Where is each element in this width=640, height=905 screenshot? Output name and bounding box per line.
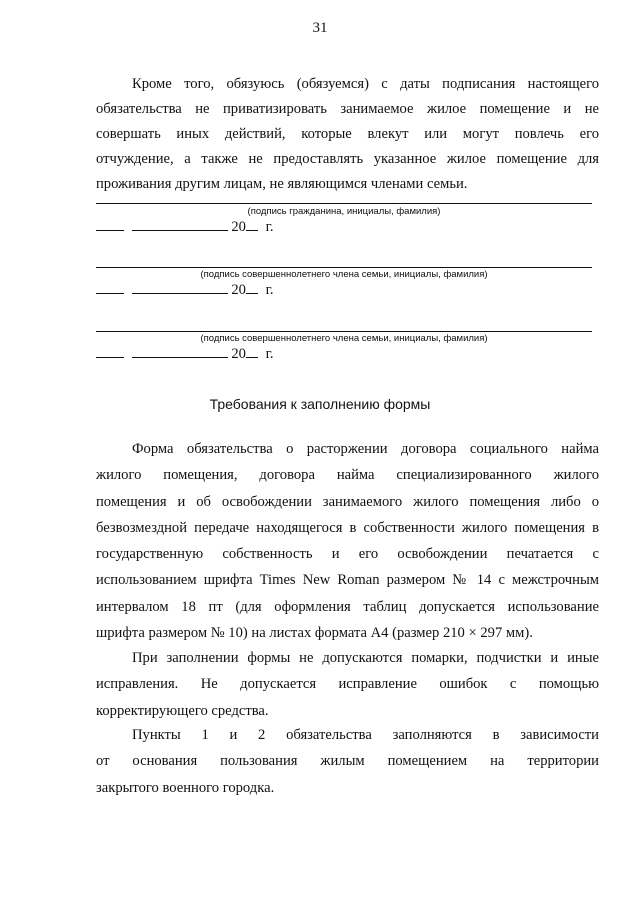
intro-paragraph (96, 72, 599, 197)
year-prefix: 20 (231, 346, 246, 362)
year-blank (246, 281, 258, 294)
paragraph-line: корректирующего средства. (96, 702, 269, 719)
date-row (96, 280, 274, 300)
intro-line: проживания другим лицам, не являющимся членами семьи. (96, 176, 468, 192)
paragraph-line: исправления. Не допускается исправление ошибок с помощью (96, 676, 599, 693)
requirements-paragraph (96, 436, 599, 646)
signature-caption: (подпись совершеннолетнего члена семьи, инициалы, фамилия) (200, 269, 488, 280)
paragraph-line: При заполнении формы не допускаются помарки, подчистки и иные (132, 650, 599, 666)
intro-line: Кроме того, обязуюсь (обязуемся) с даты подписания настоящего (132, 76, 599, 92)
signature-line (96, 331, 592, 332)
day-blank (96, 345, 124, 358)
year-prefix: 20 (231, 219, 246, 235)
paragraph-line: помещения и об освобождении занимаемого жилого помещения либо о (96, 493, 599, 510)
intro-line: отчуждение, а также не предоставлять указанное жилое помещение для (96, 151, 599, 167)
paragraph-line: безвозмездной передаче находящегося в собственности жилого помещения в (96, 519, 599, 536)
month-blank (132, 218, 228, 231)
signature-line (96, 203, 592, 204)
page-number: 31 (312, 20, 328, 36)
year-suffix: г. (265, 346, 274, 362)
day-blank (96, 218, 124, 231)
signature-line (96, 267, 592, 268)
month-blank (132, 345, 228, 358)
paragraph-line: закрытого военного городка. (96, 779, 275, 796)
signature-caption: (подпись совершеннолетнего члена семьи, инициалы, фамилия) (200, 333, 488, 344)
requirements-paragraph (96, 645, 599, 724)
requirements-heading: Требования к заполнению формы (209, 396, 431, 412)
year-suffix: г. (265, 282, 274, 298)
paragraph-line: от основания пользования жилым помещением на территории (96, 753, 599, 770)
year-blank (246, 345, 258, 358)
year-prefix: 20 (231, 282, 246, 298)
day-blank (96, 281, 124, 294)
paragraph-line: использованием шрифта Times New Roman размером № 14 с межстрочным (96, 572, 599, 589)
requirements-paragraph (96, 722, 599, 801)
date-row (96, 344, 274, 364)
paragraph-line: жилого помещения, договора найма специализированного жилого (96, 467, 599, 484)
paragraph-line: Форма обязательства о расторжении договора социального найма (132, 441, 599, 457)
paragraph-line: шрифта размером № 10) на листах формата А4 (размер 210 × 297 мм). (96, 625, 533, 642)
intro-line: обязательства не приватизировать занимаемое жилое помещение и не (96, 101, 599, 117)
date-row (96, 217, 274, 237)
year-suffix: г. (265, 219, 274, 235)
year-blank (246, 218, 258, 231)
paragraph-line: интервалом 18 пт (для оформления таблиц допускается использование (96, 598, 599, 615)
paragraph-line: государственную собственность и его освобождении печатается с (96, 546, 599, 563)
month-blank (132, 281, 228, 294)
paragraph-line: Пункты 1 и 2 обязательства заполняются в зависимости (132, 727, 599, 743)
intro-line: совершать иных действий, которые влекут или могут повлечь его (96, 126, 599, 142)
signature-caption: (подпись гражданина, инициалы, фамилия) (247, 206, 441, 217)
